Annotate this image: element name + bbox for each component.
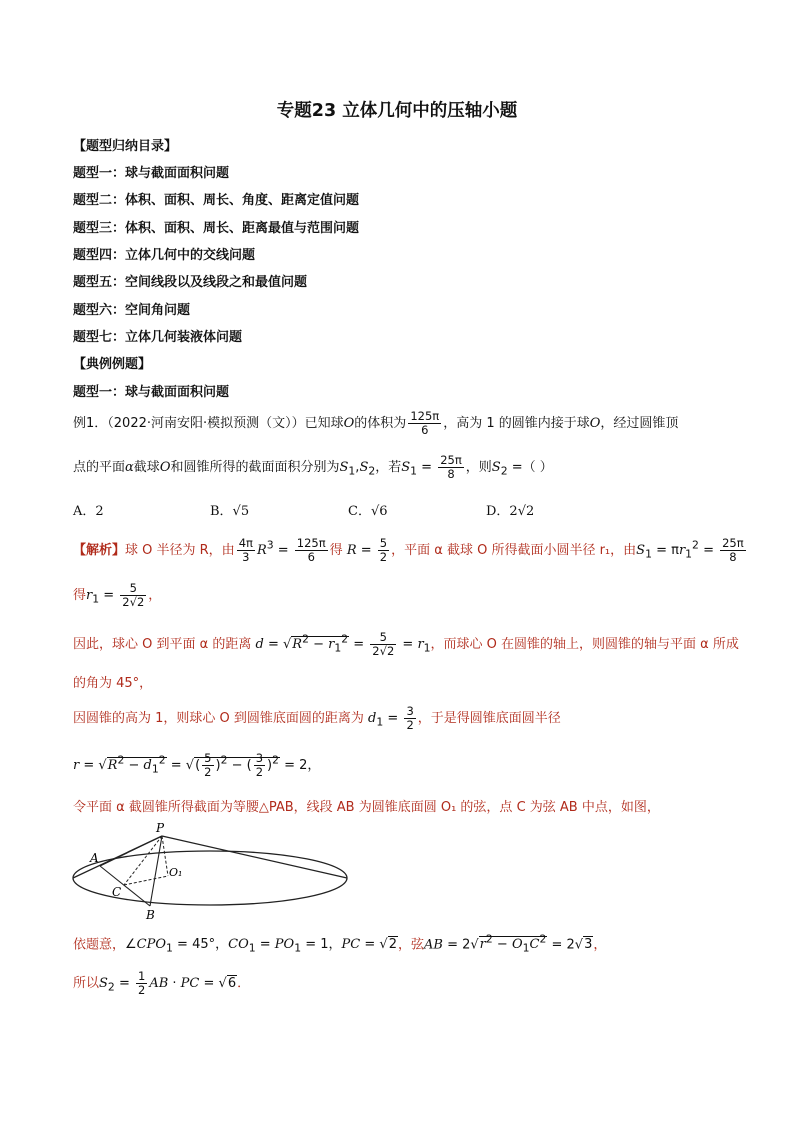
segment-pc xyxy=(124,836,162,885)
toc-item-2: 题型二：体积、面积、周长、角度、距离定值问题 xyxy=(73,193,360,208)
page-title: 专题23 立体几何中的压轴小题 xyxy=(276,101,518,121)
toc-item-6: 题型六：空间角问题 xyxy=(73,303,191,318)
label-b: B xyxy=(146,908,155,922)
example-text: 的体积为 xyxy=(354,416,407,431)
solution-line-3: 因此，球心 O 到平面 α 的距离 $d = √R^2 - r_1^2$ = $\frac{5}{2√2}$ = $r_1$，而球心 O 在圆锥的轴上，则圆锥的轴与平面 α 所成 xyxy=(73,630,739,658)
solution-text: 因此，球心 O 到平面 α 的距离 xyxy=(73,637,252,652)
solution-line-7: 令平面 α 截圆锥所得截面为等腰△PAB，线段 AB 为圆锥底面圆 O₁ 的弦，点 C 为弦 AB 中点，如图， xyxy=(73,800,660,815)
toc-item-1: 题型一：球与截面面积问题 xyxy=(73,166,230,181)
solution-line-8: 依题意，$\angle CPO_1 = 45^\circ$，$CO_1 = PO_1 = 1$，PC = √2，弦AB = $2√r^2 - O_1C^2 = 2√3$， xyxy=(73,933,607,955)
segment-ab xyxy=(100,866,150,906)
segment-co1 xyxy=(124,876,168,885)
toc-item-7: 题型七：立体几何装液体问题 xyxy=(73,330,243,345)
solution-line-2: 得$r_1$ = $\frac{5}{2√2}$ ， xyxy=(73,581,162,609)
solution-text: 所以 xyxy=(73,976,100,991)
cone-figure xyxy=(70,818,350,924)
solution-text: 依题意， xyxy=(73,937,126,953)
s1-fraction: $\frac{25\pi}{8}$ xyxy=(440,453,462,481)
example-text: ，若 xyxy=(375,460,402,475)
solution-text: 球 O 半径为 R，由 xyxy=(125,543,235,558)
choice-d: D．2√2 xyxy=(486,504,535,519)
solution-line-1: 【解析】球 O 半径为 R，由 $\frac{4\pi}{3}$ $R^3$ = $\frac{125\pi}{6}$ 得 R = $\frac{5}{2}$ ，平面 α 截球 O 所得截面小圆半径 r₁，由$S_1 = \pi r_1^2$ = $\frac{25\pi}{8}$ xyxy=(73,536,744,564)
section1-heading: 题型一：球与截面面积问题 xyxy=(73,385,230,400)
solution-line-5: 因圆锥的高为 1，则球心 O 到圆锥底面圆的距离为 $d_1$ = $\frac{3}{2}$ ，于是得圆锥底面圆半径 xyxy=(73,704,561,732)
choice-b: B．√5 xyxy=(210,504,250,519)
choice-a: A．2 xyxy=(73,504,104,519)
examples-heading: 【典例例题】 xyxy=(73,357,152,372)
example-text: 和圆锥所得的截面面积分别为 xyxy=(170,460,340,475)
choice-c: C．√6 xyxy=(348,504,388,519)
label-o1: O₁ xyxy=(169,866,183,879)
example-text: ，高为 1 的圆锥内接于球 xyxy=(443,416,590,431)
solution-text: ，而球心 O 在圆锥的轴上，则圆锥的轴与平面 α 所成 xyxy=(430,637,739,652)
example-text: （ ） xyxy=(522,460,553,475)
cone-edge-right xyxy=(162,836,347,878)
example-text: 截球 xyxy=(133,460,160,475)
label-c: C xyxy=(112,885,122,899)
solution-text: ，平面 α 截球 O 所得截面小圆半径 r₁，由 xyxy=(391,543,637,558)
solution-text: 得 xyxy=(73,588,87,603)
label-a: A xyxy=(90,851,99,865)
solution-text: ，于是得圆锥底面圆半径 xyxy=(417,711,561,726)
example-text: ，经过圆锥顶 xyxy=(600,416,679,431)
solution-text: 因圆锥的高为 1，则球心 O 到圆锥底面圆的距离为 xyxy=(73,711,364,726)
solution-text: 得 xyxy=(329,543,343,558)
example-text: 例1．（2022·河南安阳·模拟预测（文））已知球 xyxy=(73,416,344,431)
directory-heading: 【题型归纳目录】 xyxy=(73,139,178,154)
segment-po1 xyxy=(162,836,168,876)
solution-line-4: 的角为 45°， xyxy=(73,676,153,691)
volume-fraction: $\frac{125\pi}{6}$ xyxy=(410,409,440,437)
toc-item-5: 题型五：空间线段以及线段之和最值问题 xyxy=(73,275,308,290)
segment-pa xyxy=(100,836,162,866)
solution-line-9: 所以$S_2$ = $\frac{1}{2}$ AB · PC = √6． xyxy=(73,969,251,997)
solution-tag: 【解析】 xyxy=(73,543,126,558)
solution-text: ，弦 xyxy=(397,937,424,953)
example-text: ，则 xyxy=(465,460,492,475)
toc-item-4: 题型四：立体几何中的交线问题 xyxy=(73,248,256,263)
example-text: 点的平面 xyxy=(73,460,126,475)
solution-line-6: $r = √R^2 - d_1^2$ = √( $\frac{5}{2}$ )$^2$ − ( $\frac{3}{2}$ )$^2$ = 2， xyxy=(73,751,321,779)
label-p: P xyxy=(156,821,165,835)
example-line-1: 例1．（2022·河南安阳·模拟预测（文））已知球O的体积为 $\frac{125\pi}{6}$ ，高为 1 的圆锥内接于球O，经过圆锥顶 xyxy=(73,409,679,437)
example-line-2: 点的平面α截球O和圆锥所得的截面面积分别为$S_1,S_2$，若$S_1$ = $\frac{25\pi}{8}$ ，则$S_2$ =（ ） xyxy=(73,453,553,481)
toc-item-3: 题型三：体积、面积、周长、距离最值与范围问题 xyxy=(73,221,360,236)
segment-pb xyxy=(150,836,162,906)
